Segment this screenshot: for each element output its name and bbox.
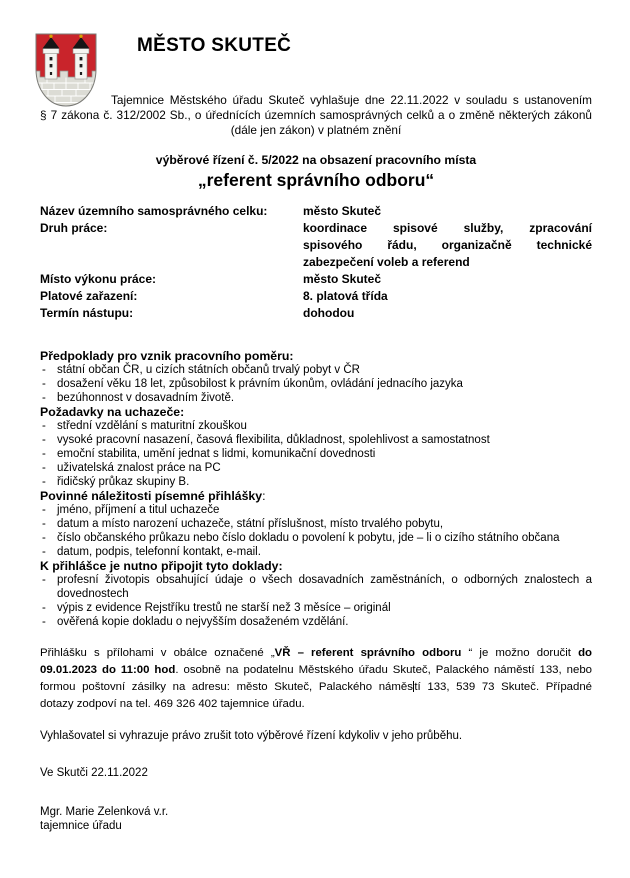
text-line: emoční stabilita, umění jednat s lidmi, komunikační dovednosti [57, 448, 376, 460]
list-item-text [57, 601, 592, 615]
text-line: uživatelská znalost práce na PC [57, 462, 221, 474]
job-title: „referent správního odboru“ [197, 170, 435, 190]
list-item-text [57, 475, 592, 489]
intro-line: Tajemnice Městského úřadu Skuteč vyhlašuje dne 22.11.2022 v souladu s ustanovením [111, 93, 592, 107]
emphasis-text: VŘ – referent správního odboru [274, 647, 469, 659]
list-item [40, 615, 592, 629]
list-item-text [57, 615, 592, 629]
list-item [40, 363, 592, 377]
text-line: výpis z evidence Rejstříku trestů ne starší než 3 měsíce – originál [57, 602, 391, 614]
list-item-dash: - [42, 364, 46, 376]
body-text: formou poštovní zásilky na adresu: město Skuteč, Palackého náměs [40, 681, 413, 693]
list-item-dash: - [42, 616, 46, 628]
list-item-dash: - [42, 518, 46, 530]
cancellation-note: Vyhlašovatel si vyhrazuje právo zrušit toto výběrové řízení kdykoliv v jeho průběhu. [40, 730, 463, 742]
list-item-dash: - [42, 448, 46, 460]
signature-name: Mgr. Marie Zelenková v.r. [40, 806, 169, 818]
paragraph-line [40, 696, 592, 713]
section-heading-text: Požadavky na uchazeče: [40, 405, 185, 419]
section-heading-text: Povinné náležitosti písemné přihlášky [40, 489, 263, 503]
list-item-text [57, 433, 592, 447]
info-row [40, 203, 592, 220]
list-item-dash: - [42, 378, 46, 390]
section-heading-text: Předpoklady pro vznik pracovního poměru: [40, 349, 294, 363]
paragraph-line [40, 662, 592, 679]
list-item [40, 573, 592, 601]
text-line: střední vzdělání s maturitní zkouškou [57, 420, 247, 432]
info-label: Název územního samosprávného celku: [40, 204, 268, 218]
paragraph-line [40, 679, 592, 696]
emphasis-text: 09.01.2023 do 11:00 hod [40, 664, 176, 676]
info-value [303, 288, 592, 305]
text-line: profesní životopis obsahující údaje o všech dosavadních zaměstnáních, o odborných znalostech a [57, 574, 592, 586]
list-item-text [57, 573, 592, 601]
list-item-text [57, 503, 592, 517]
info-row [40, 271, 592, 288]
list-item [40, 475, 592, 489]
section-heading [40, 489, 592, 503]
section-heading [40, 405, 592, 419]
text-line: zabezpečení voleb a referend [303, 255, 470, 269]
text-line: vysoké pracovní nasazení, časová flexibilita, důkladnost, spolehlivost a samostatnost [57, 434, 490, 446]
list-item-dash: - [42, 476, 46, 488]
municipality-title: MĚSTO SKUTEČ [137, 35, 292, 56]
text-line: ověřená kopie dokladu o nejvyšším dosaženém vzdělání. [57, 616, 349, 628]
list-item-dash: - [42, 546, 46, 558]
text-line: město Skuteč [303, 204, 382, 218]
list-item-text [57, 447, 592, 461]
text-line: spisového řádu, organizačně technické [303, 238, 592, 252]
text-line: dosažení věku 18 let, způsobilost k právním úkonům, ovládání jednacího jazyka [57, 378, 463, 390]
list-item-dash: - [42, 574, 46, 586]
info-value [303, 271, 592, 288]
list-item-text [57, 517, 592, 531]
intro-paragraph [40, 93, 592, 138]
info-table [40, 203, 592, 322]
info-row [40, 305, 592, 322]
requirements-sections [40, 349, 592, 629]
list-item-dash: - [42, 462, 46, 474]
text-line: koordinace spisové služby, zpracování [303, 221, 592, 235]
list-item-dash: - [42, 504, 46, 516]
list-item [40, 377, 592, 391]
text-line: státní občan ČR, u cizích státních občanů trvalý pobyt v ČR [57, 364, 360, 376]
info-row [40, 220, 592, 271]
text-line: dovednostech [57, 588, 129, 600]
list-item [40, 419, 592, 433]
text-line: dohodou [303, 306, 355, 320]
signature-role: tajemnice úřadu [40, 820, 122, 832]
emphasis-text: do [578, 647, 592, 659]
list-item-text [57, 419, 592, 433]
info-label: Platové zařazení: [40, 289, 138, 303]
list-item [40, 433, 592, 447]
info-value [303, 220, 592, 271]
place-date-line: Ve Skutči 22.11.2022 [40, 767, 148, 779]
list-item [40, 601, 592, 615]
list-item-dash: - [42, 420, 46, 432]
list-item [40, 545, 592, 559]
info-value [303, 203, 592, 220]
list-item [40, 503, 592, 517]
list-item-text [57, 545, 592, 559]
info-row [40, 288, 592, 305]
list-item-text [57, 531, 592, 545]
list-item-dash: - [42, 532, 46, 544]
text-line: 8. platová třída [303, 289, 388, 303]
info-value [303, 305, 592, 322]
section-heading [40, 349, 592, 363]
section-heading-text: K přihlášce je nutno připojit tyto doklady: [40, 559, 283, 573]
text-line: datum, podpis, telefonní kontakt, e-mail. [57, 546, 261, 558]
section-heading [40, 559, 592, 573]
list-item [40, 531, 592, 545]
list-item-text [57, 377, 592, 391]
body-text: Přihlášku s přílohami v obálce označené „ [40, 647, 275, 659]
text-line: bezúhonnost v dosavadním životě. [57, 392, 235, 404]
list-item-dash: - [42, 602, 46, 614]
list-item-text [57, 461, 592, 475]
list-item [40, 517, 592, 531]
text-line: řidičský průkaz skupiny B. [57, 476, 190, 488]
text-line: jméno, příjmení a titul uchazeče [57, 504, 220, 516]
delivery-paragraph [40, 645, 592, 713]
text-line: číslo občanského průkazu nebo číslo dokladu o povolení k pobytu, jde – li o cizího státního občana [57, 532, 560, 544]
body-text: tí 133, 539 73 Skuteč. Případné [414, 681, 592, 693]
text-line: datum a místo narození uchazeče, státní příslušnost, místo trvalého pobytu, [57, 518, 444, 530]
body-text: “ je možno doručit [468, 647, 579, 659]
list-item-text [57, 363, 592, 377]
intro-line: (dále jen zákon) v platném znění [230, 123, 402, 137]
list-item-text [57, 391, 592, 405]
section-heading-colon: : [262, 489, 266, 503]
info-label: Termín nástupu: [40, 306, 134, 320]
coat-of-arms-icon [35, 33, 97, 107]
paragraph-line [40, 645, 592, 662]
list-item [40, 391, 592, 405]
body-text: . osobně na podatelnu Městského úřadu Skuteč, Palackého náměstí 133, nebo [175, 664, 593, 676]
intro-line: § 7 zákona č. 312/2002 Sb., o úřednících územních samosprávných celků a o změně některých zákonů [40, 108, 592, 122]
vacancy-notice-line: výběrové řízení č. 5/2022 na obsazení pracovního místa [155, 153, 477, 167]
body-text: dotazy zodpoví na tel. 469 326 402 tajemnice úřadu. [40, 698, 305, 710]
list-item-dash: - [42, 434, 46, 446]
list-item [40, 461, 592, 475]
info-label: Druh práce: [40, 221, 108, 235]
text-line: město Skuteč [303, 272, 382, 286]
list-item-dash: - [42, 392, 46, 404]
info-label: Místo výkonu práce: [40, 272, 157, 286]
list-item [40, 447, 592, 461]
